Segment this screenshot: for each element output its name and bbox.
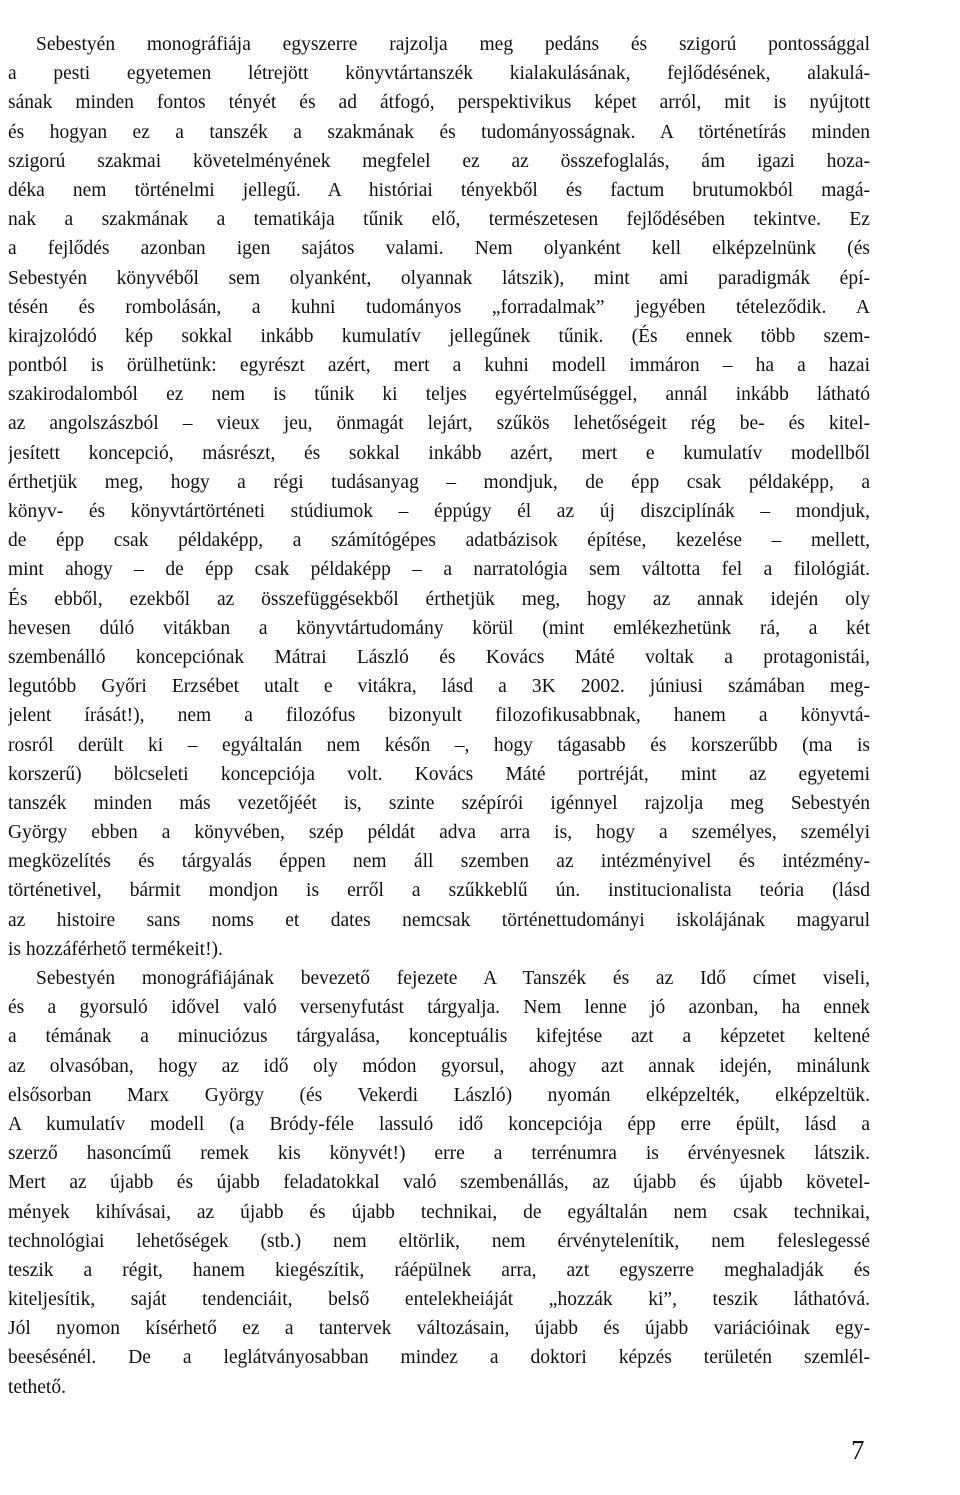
text-line: az angolszászból – vieux jeu, önmagát lejárt, szűkös lehetőségeit rég be- és kitel- [8, 413, 870, 435]
text-line: elsősorban Marx György (és Vekerdi László) nyomán elképzelték, elképzeltük. [8, 1084, 870, 1106]
text-line: a pesti egyetemen létrejött könyvtártanszék kialakulásának, fejlődésének, alakulá- [8, 63, 870, 85]
text-line: a témának a minuciózus tárgyalása, konceptuális kifejtése azt a képzetet keltené [8, 1026, 870, 1048]
text-line: szigorú szakmai követelményének megfelel ez az összefoglalás, ám igazi hoza- [8, 150, 870, 172]
text-line: szembenálló koncepciónak Mátrai László és Kovács Máté voltak a protagonistái, [8, 646, 870, 668]
text-line: És ebből, ezekből az összefüggésekből érthetjük meg, hogy az annak idején oly [8, 588, 870, 610]
text-line: hevesen dúló vitákban a könyvtártudomány körül (mint emlékezhetünk rá, a két [8, 617, 870, 639]
text-line: A kumulatív modell (a Bródy-féle lassuló idő koncepciója épp erre épült, lásd a [8, 1113, 870, 1135]
text-line: és a gyorsuló idővel való versenyfutást tárgyalja. Nem lenne jó azonban, ha ennek [8, 997, 870, 1019]
text-line: technológiai lehetőségek (stb.) nem eltörlik, nem érvénytelenítik, nem feleslegessé [8, 1230, 870, 1252]
text-line: tanszék minden más vezetőjéét is, szinte szépírói igénnyel rajzolja meg Sebestyén [8, 792, 870, 814]
text-line: Sebestyén monográfiájának bevezető fejezete A Tanszék és az Idő címet viseli, [36, 968, 870, 989]
text-line: érthetjük meg, hogy a régi tudásanyag – mondjuk, de épp csak példaképp, a [8, 471, 870, 493]
text-line: mint ahogy – de épp csak példaképp – a narratológia sem váltotta fel a filológiát. [8, 559, 870, 581]
text-line: kiteljesítik, saját tendenciáit, belső entelekheiáját „hozzák ki”, teszik láthatóvá. [8, 1289, 870, 1311]
text-line: könyv- és könyvtártörténeti stúdiumok – éppúgy él az új diszciplínák – mondjuk, [8, 501, 870, 522]
text-line: rosról derült ki – egyáltalán nem későn –, hogy tágasabb és korszerűbb (ma is [8, 734, 870, 756]
text-line: megközelítés és tárgyalás éppen nem áll szemben az intézményivel és intézmény- [8, 851, 870, 873]
text-line: az olvasóban, hogy az idő oly módon gyorsul, ahogy azt annak idején, minálunk [8, 1055, 870, 1077]
text-line: és hogyan ez a tanszék a szakmának és tudományosságnak. A történetírás minden [8, 121, 870, 143]
text-line: tésén és rombolásán, a kuhni tudományos „forradalmak” jegyében tételeződik. A [8, 296, 870, 318]
text-line: mények kihívásai, az újabb és újabb technikai, de egyáltalán nem csak technikai, [8, 1201, 870, 1223]
text-line: déka nem történelmi jellegű. A históriai tényekből és factum brutumokból magá- [8, 179, 870, 201]
text-line: korszerű) bölcseleti koncepciója volt. Kovács Máté portréját, mint az egyetemi [8, 763, 870, 785]
text-line: jesített koncepció, másrészt, és sokkal inkább azért, mert e kumulatív modellből [8, 442, 870, 464]
text-line: Sebestyén monográfiája egyszerre rajzolja meg pedáns és szigorú pontossággal [36, 34, 870, 55]
paragraph-2 [8, 964, 870, 1402]
text-line: beesésénél. De a leglátványosabban mindez a doktori képzés területén szemlél- [8, 1347, 870, 1369]
text-line: jelent írását!), nem a filozófus bizonyult filozofikusabbnak, hanem a könyvtá- [8, 705, 870, 727]
text-line: Sebestyén könyvéből sem olyanként, olyannak látszik), mint ami paradigmák épí- [8, 267, 870, 289]
text-line: Mert az újabb és újabb feladatokkal való szembenállás, az újabb és újabb követel- [8, 1172, 870, 1194]
page-number: 7 [851, 1435, 865, 1465]
text-line: sának minden fontos tényét és ad átfogó, perspektivikus képet arról, mit is nyújtott [8, 92, 870, 114]
text-line: pontból is örülhetünk: egyrészt azért, mert a kuhni modell immáron – ha a hazai [8, 355, 870, 377]
text-line: az histoire sans noms et dates nemcsak történettudományi iskolájának magyarul [8, 909, 870, 931]
text-line: tethető. [8, 1376, 66, 1398]
text-line: kirajzolódó kép sokkal inkább kumulatív jellegűnek tűnik. (És ennek több szem- [8, 325, 870, 347]
text-line: szakirodalomból ez nem is tűnik ki teljes egyértelműséggel, annál inkább látható [8, 384, 870, 406]
body-text [8, 30, 870, 1402]
text-line: a fejlődés azonban igen sajátos valami. Nem olyanként kell elképzelnünk (és [8, 238, 870, 260]
text-line: de épp csak példaképp, a számítógépes adatbázisok építése, kezelése – mellett, [8, 530, 870, 552]
text-line: is hozzáférhető termékeit!). [8, 938, 223, 960]
paragraph-1 [8, 30, 870, 964]
text-line: Jól nyomon kísérhető ez a tantervek változásain, újabb és újabb variációinak egy- [8, 1318, 870, 1340]
text-line: György ebben a könyvében, szép példát adva arra is, hogy a személyes, személyi [8, 822, 870, 844]
text-line: teszik a régit, hanem kiegészítik, ráépülnek arra, azt egyszerre meghaladják és [8, 1259, 870, 1281]
text-line: legutóbb Győri Erzsébet utalt e vitákra, lásd a 3K 2002. júniusi számában meg- [8, 676, 870, 698]
text-line: nak a szakmának a tematikája tűnik elő, természetesen fejlődésében tekintve. Ez [8, 209, 870, 231]
text-line: történetivel, bármit mondjon is erről a szűkkeblű ún. institucionalista teória (lásd [8, 880, 870, 902]
text-line: szerző hasoncímű remek kis könyvét!) erre a terrénumra is érvényesnek látszik. [8, 1143, 870, 1165]
